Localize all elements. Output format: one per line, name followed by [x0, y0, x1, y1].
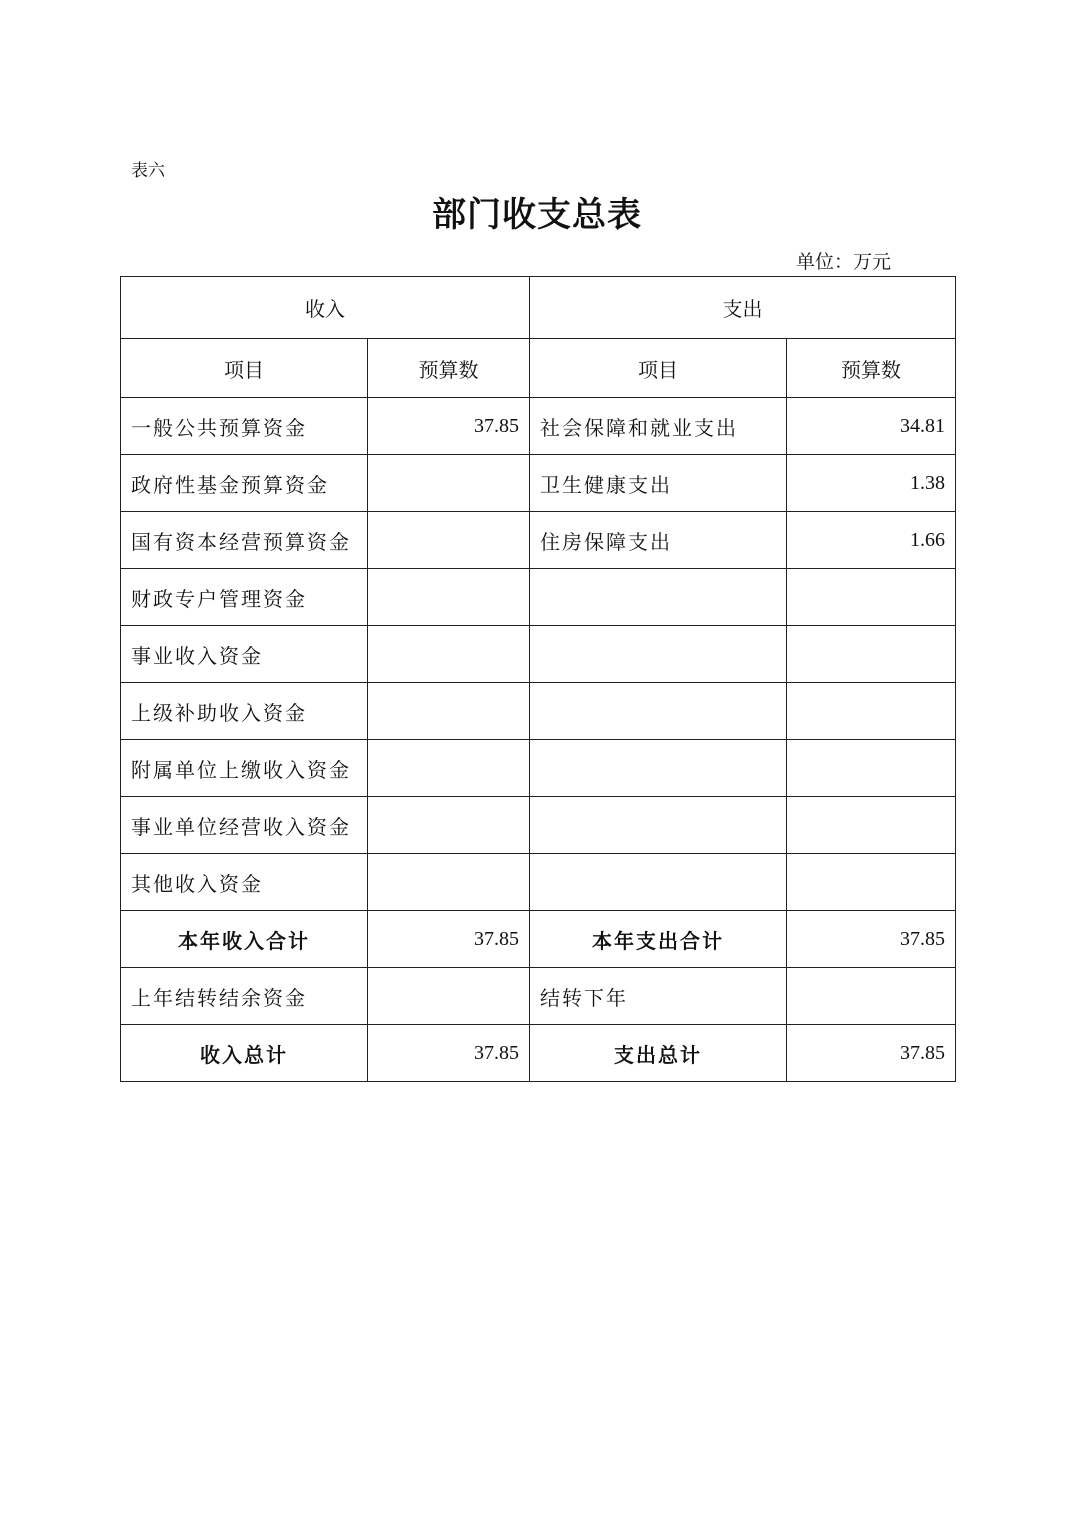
income-total-amount: 37.85: [368, 1025, 530, 1082]
grand-total-row: [121, 1025, 956, 1082]
income-item-cell: 国有资本经营预算资金: [121, 512, 368, 569]
table-row: [121, 740, 956, 797]
expense-amount-column-header: 预算数: [787, 339, 956, 398]
expense-item-cell: [530, 569, 787, 626]
expense-total-amount: 37.85: [787, 1025, 956, 1082]
income-amount-cell: [368, 683, 530, 740]
income-amount-cell: 37.85: [368, 398, 530, 455]
expense-item-column-header: 项目: [530, 339, 787, 398]
table-row: [121, 683, 956, 740]
table-row: [121, 512, 956, 569]
income-amount-cell: [368, 854, 530, 911]
income-item-cell: 事业收入资金: [121, 626, 368, 683]
income-amount-cell: [368, 512, 530, 569]
expense-item-cell: [530, 854, 787, 911]
income-item-cell: 上年结转结余资金: [121, 968, 368, 1025]
expense-total-label: 支出总计: [530, 1025, 787, 1082]
table-row: [121, 626, 956, 683]
unit-note: 单位：万元: [796, 251, 892, 273]
income-amount-cell: [368, 797, 530, 854]
expense-amount-cell: 1.66: [787, 512, 956, 569]
expense-amount-cell: 34.81: [787, 398, 956, 455]
page-title: 部门收支总表: [432, 195, 642, 235]
income-item-cell: 政府性基金预算资金: [121, 455, 368, 512]
table-row: [121, 569, 956, 626]
expense-amount-cell: [787, 968, 956, 1025]
income-amount-cell: [368, 569, 530, 626]
income-section-header: 收入: [121, 277, 530, 339]
income-amount-cell: [368, 740, 530, 797]
expense-amount-cell: 1.38: [787, 455, 956, 512]
expense-amount-cell: [787, 626, 956, 683]
expense-subtotal-amount: 37.85: [787, 911, 956, 968]
income-subtotal-label: 本年收入合计: [121, 911, 368, 968]
income-amount-column-header: 预算数: [368, 339, 530, 398]
table-number-label: 表六: [131, 161, 165, 181]
income-total-label: 收入总计: [121, 1025, 368, 1082]
expense-amount-cell: [787, 797, 956, 854]
subtotal-row: [121, 911, 956, 968]
income-subtotal-amount: 37.85: [368, 911, 530, 968]
table-row: [121, 398, 956, 455]
table-row: [121, 455, 956, 512]
table-row: [121, 968, 956, 1025]
expense-amount-cell: [787, 569, 956, 626]
income-amount-cell: [368, 455, 530, 512]
expense-item-cell: [530, 626, 787, 683]
income-item-column-header: 项目: [121, 339, 368, 398]
income-expense-summary-table: [120, 276, 956, 1082]
table-row: [121, 797, 956, 854]
column-header-row: [121, 339, 956, 398]
income-item-cell: 其他收入资金: [121, 854, 368, 911]
expense-subtotal-label: 本年支出合计: [530, 911, 787, 968]
income-item-cell: 附属单位上缴收入资金: [121, 740, 368, 797]
expense-amount-cell: [787, 740, 956, 797]
expense-item-cell: [530, 797, 787, 854]
expense-item-cell: [530, 740, 787, 797]
income-item-cell: 事业单位经营收入资金: [121, 797, 368, 854]
expense-section-header: 支出: [530, 277, 956, 339]
expense-item-cell: 结转下年: [530, 968, 787, 1025]
section-header-row: [121, 277, 956, 339]
expense-amount-cell: [787, 683, 956, 740]
income-amount-cell: [368, 626, 530, 683]
income-amount-cell: [368, 968, 530, 1025]
table-row: [121, 854, 956, 911]
income-item-cell: 财政专户管理资金: [121, 569, 368, 626]
expense-amount-cell: [787, 854, 956, 911]
expense-item-cell: 社会保障和就业支出: [530, 398, 787, 455]
income-item-cell: 一般公共预算资金: [121, 398, 368, 455]
expense-item-cell: 住房保障支出: [530, 512, 787, 569]
expense-item-cell: 卫生健康支出: [530, 455, 787, 512]
expense-item-cell: [530, 683, 787, 740]
income-item-cell: 上级补助收入资金: [121, 683, 368, 740]
